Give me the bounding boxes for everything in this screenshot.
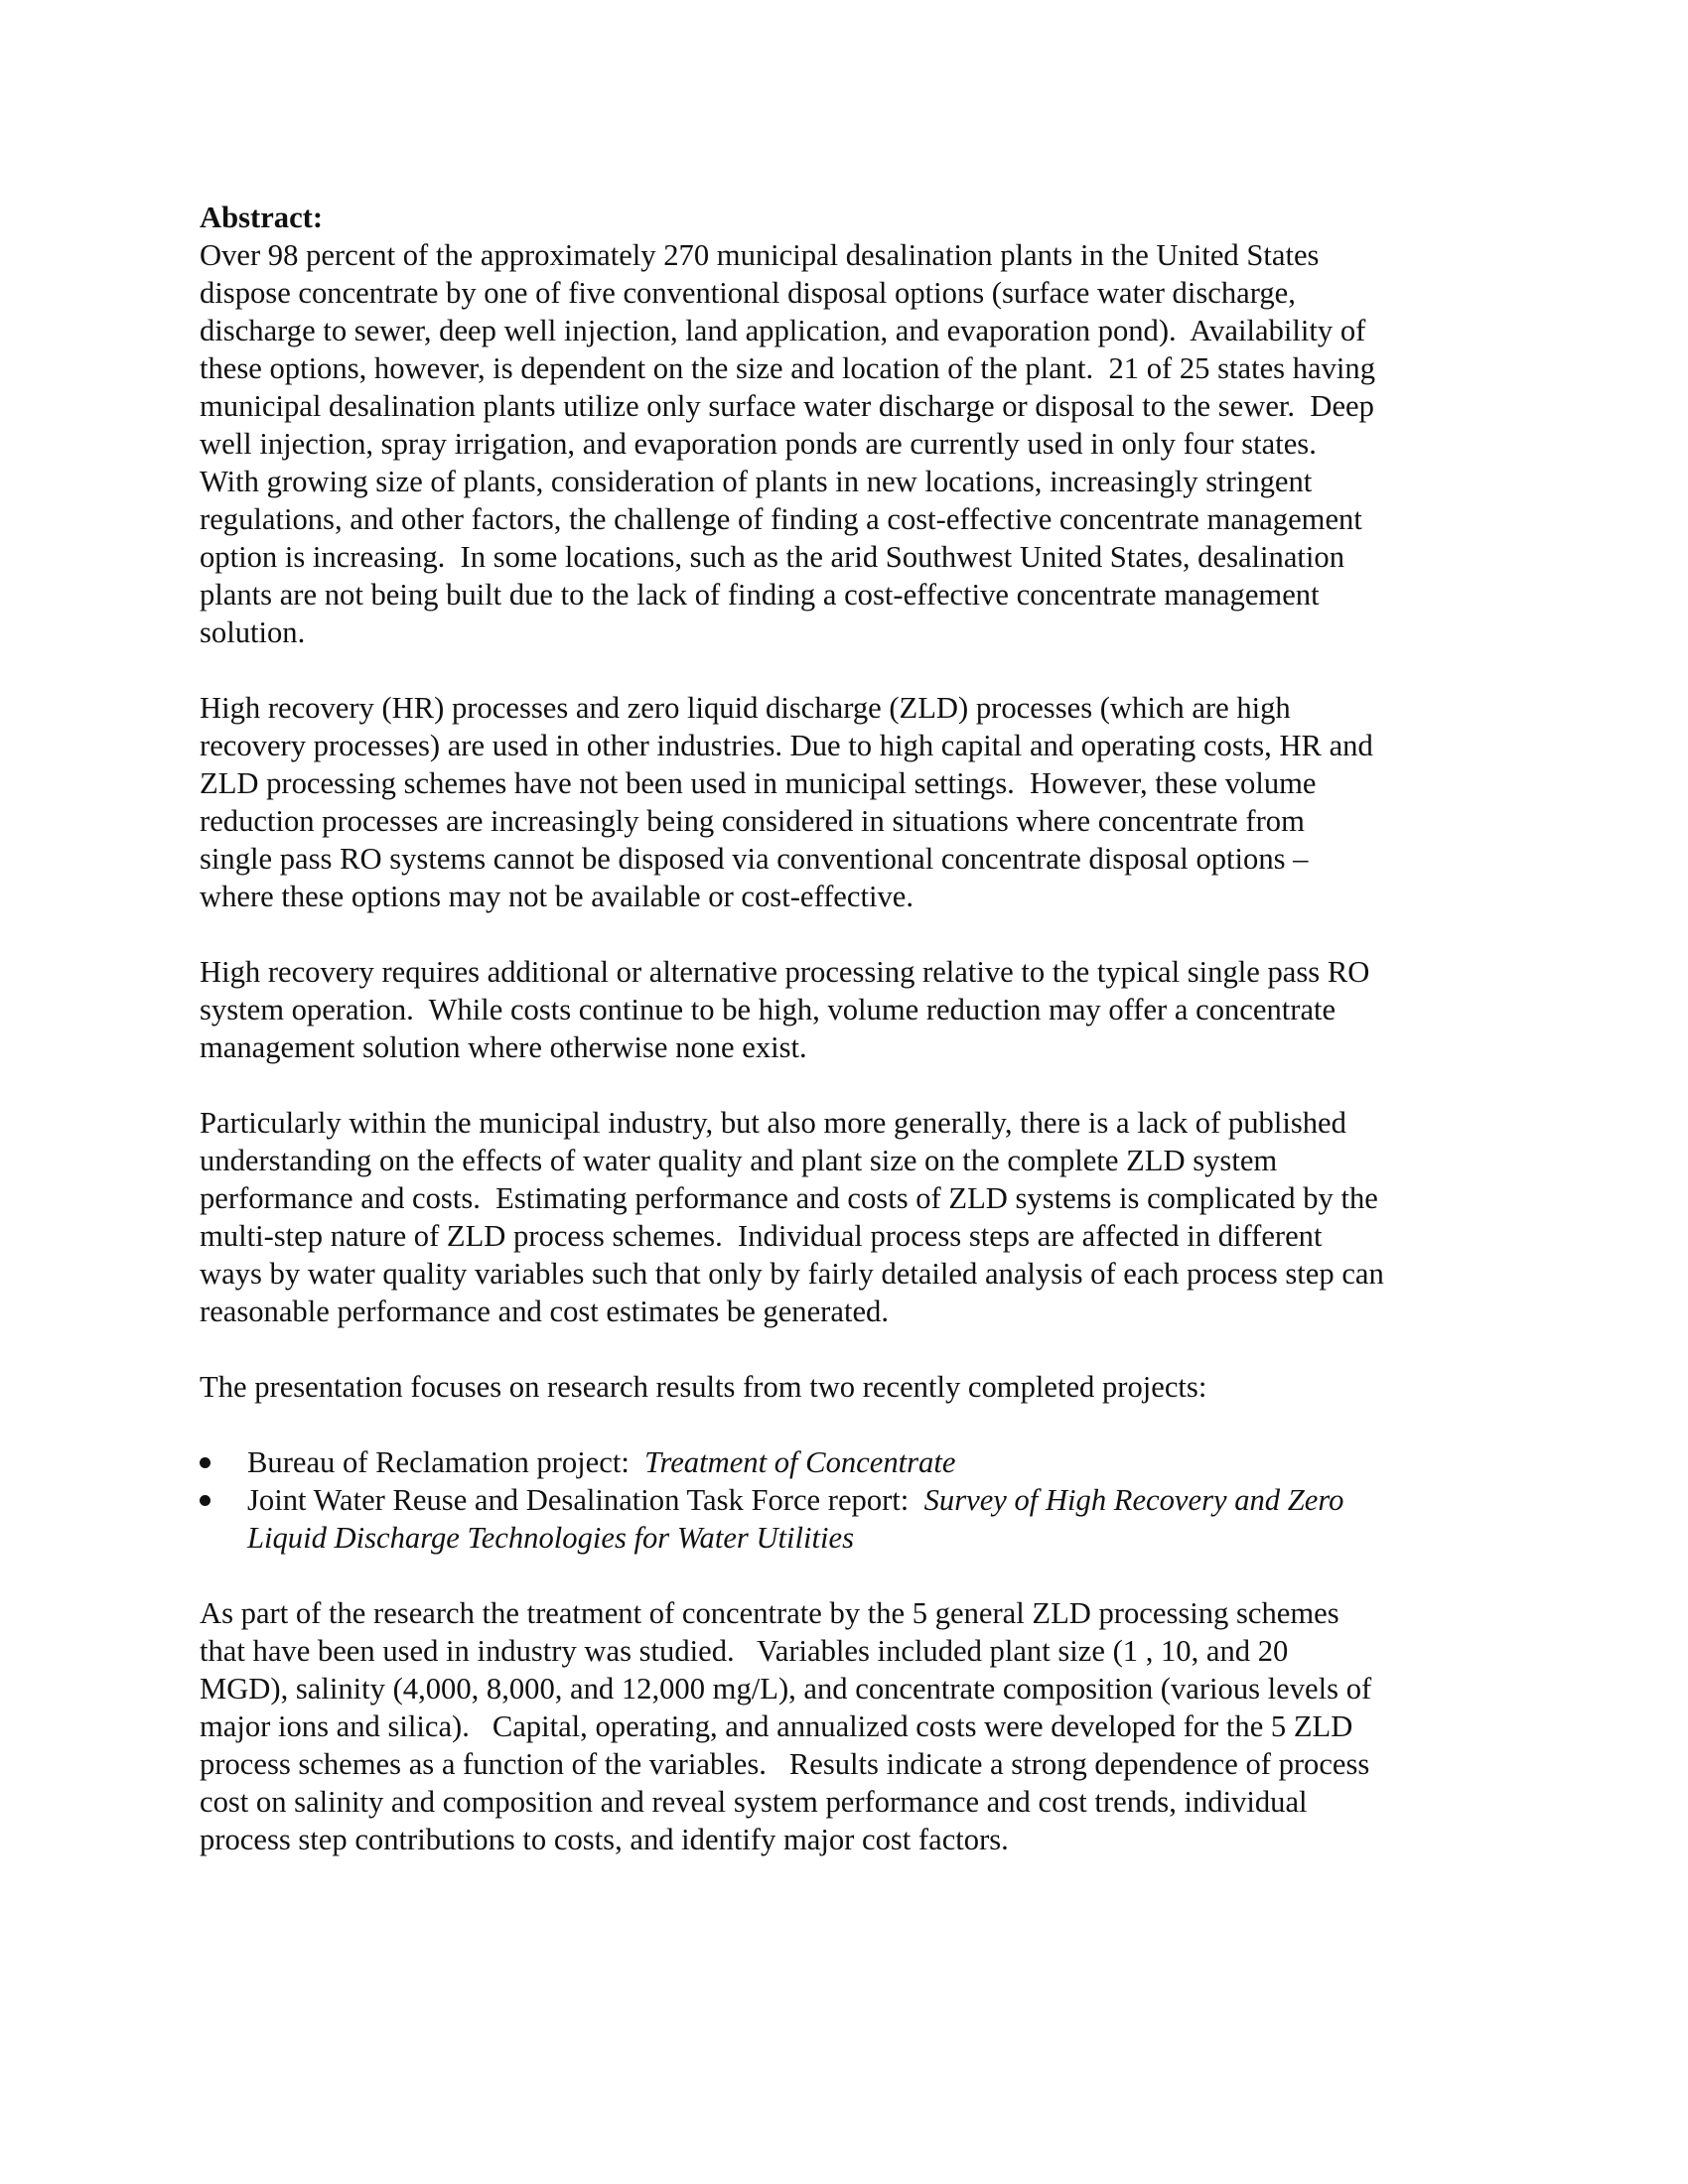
text-line: High recovery requires additional or alternative processing relative to the typical single pass RO xyxy=(200,955,1370,989)
text-line: where these options may not be available or cost-effective. xyxy=(200,880,914,913)
paragraph-high-recovery xyxy=(200,953,1384,1066)
text-line: reduction processes are increasingly being considered in situations where concentrate from xyxy=(200,804,1305,838)
text-line: As part of the research the treatment of concentrate by the 5 general ZLD processing schemes xyxy=(200,1596,1339,1630)
text-line: understanding on the effects of water quality and plant size on the complete ZLD system xyxy=(200,1144,1278,1177)
text-line: dispose concentrate by one of five conventional disposal options (surface water discharge, xyxy=(200,276,1296,310)
list-item-title-continued: Liquid Discharge Technologies for Water Utilities xyxy=(247,1521,855,1555)
text-line: that have been used in industry was studied. Variables included plant size (1 , 10, and 20 xyxy=(200,1634,1289,1668)
text-line: major ions and silica). Capital, operating, and annualized costs were developed for the 5 ZLD xyxy=(200,1709,1353,1743)
abstract-document xyxy=(200,199,1384,1896)
list-item-prefix: Joint Water Reuse and Desalination Task Force report: xyxy=(247,1483,924,1517)
paragraph-presentation-focus xyxy=(200,1368,1384,1406)
list-item-title: Survey of High Recovery and Zero xyxy=(923,1483,1344,1517)
text-line: single pass RO systems cannot be disposed via conventional concentrate disposal options – xyxy=(200,842,1309,876)
paragraph-disposal-options xyxy=(200,236,1384,651)
text-line: system operation. While costs continue to be high, volume reduction may offer a concentrate xyxy=(200,993,1336,1026)
text-line: these options, however, is dependent on the size and location of the plant. 21 of 25 states having xyxy=(200,351,1375,385)
text-line: recovery processes) are used in other industries. Due to high capital and operating costs, HR and xyxy=(200,729,1373,762)
text-line: performance and costs. Estimating performance and costs of ZLD systems is complicated by the xyxy=(200,1181,1378,1215)
bullet-icon xyxy=(200,1457,211,1468)
paragraph-hr-zld-processes xyxy=(200,689,1384,915)
list-item-prefix: Bureau of Reclamation project: xyxy=(247,1445,645,1479)
text-line: process step contributions to costs, and identify major cost factors. xyxy=(200,1823,1009,1856)
text-line: process schemes as a function of the variables. Results indicate a strong dependence of process xyxy=(200,1747,1370,1781)
text-line: reasonable performance and cost estimates be generated. xyxy=(200,1295,889,1328)
text-line: plants are not being built due to the lack of finding a cost-effective concentrate management xyxy=(200,578,1320,612)
text-line: solution. xyxy=(200,615,306,649)
text-line: option is increasing. In some locations, such as the arid Southwest United States, desalination xyxy=(200,540,1345,574)
text-line: municipal desalination plants utilize only surface water discharge or disposal to the sewer. Deep xyxy=(200,389,1374,423)
text-line: The presentation focuses on research results from two recently completed projects: xyxy=(200,1370,1207,1404)
text-line: management solution where otherwise none exist. xyxy=(200,1030,807,1064)
text-line: With growing size of plants, consideration of plants in new locations, increasingly stringent xyxy=(200,465,1313,498)
paragraph-research-results xyxy=(200,1594,1384,1858)
text-line: multi-step nature of ZLD process schemes. Individual process steps are affected in different xyxy=(200,1219,1323,1253)
text-line: ZLD processing schemes have not been used in municipal settings. However, these volume xyxy=(200,766,1317,800)
project-list xyxy=(200,1443,1384,1557)
bullet-icon xyxy=(200,1495,211,1506)
text-line: regulations, and other factors, the challenge of finding a cost-effective concentrate management xyxy=(200,502,1362,536)
text-line: Over 98 percent of the approximately 270 municipal desalination plants in the United States xyxy=(200,238,1320,272)
text-line: High recovery (HR) processes and zero liquid discharge (ZLD) processes (which are high xyxy=(200,691,1291,725)
list-item xyxy=(200,1443,1384,1481)
text-line: discharge to sewer, deep well injection, land application, and evaporation pond). Availability of xyxy=(200,314,1366,347)
text-line: Particularly within the municipal industry, but also more generally, there is a lack of published xyxy=(200,1106,1346,1140)
list-item-title: Treatment of Concentrate xyxy=(644,1445,956,1479)
text-line: MGD), salinity (4,000, 8,000, and 12,000 mg/L), and concentrate composition (various levels of xyxy=(200,1672,1372,1706)
paragraph-municipal-industry xyxy=(200,1104,1384,1330)
abstract-heading: Abstract: xyxy=(200,201,324,234)
list-item xyxy=(200,1481,1384,1557)
text-line: cost on salinity and composition and reveal system performance and cost trends, individual xyxy=(200,1785,1308,1819)
text-line: well injection, spray irrigation, and evaporation ponds are currently used in only four states. xyxy=(200,427,1317,461)
text-line: ways by water quality variables such that only by fairly detailed analysis of each process step can xyxy=(200,1257,1384,1291)
